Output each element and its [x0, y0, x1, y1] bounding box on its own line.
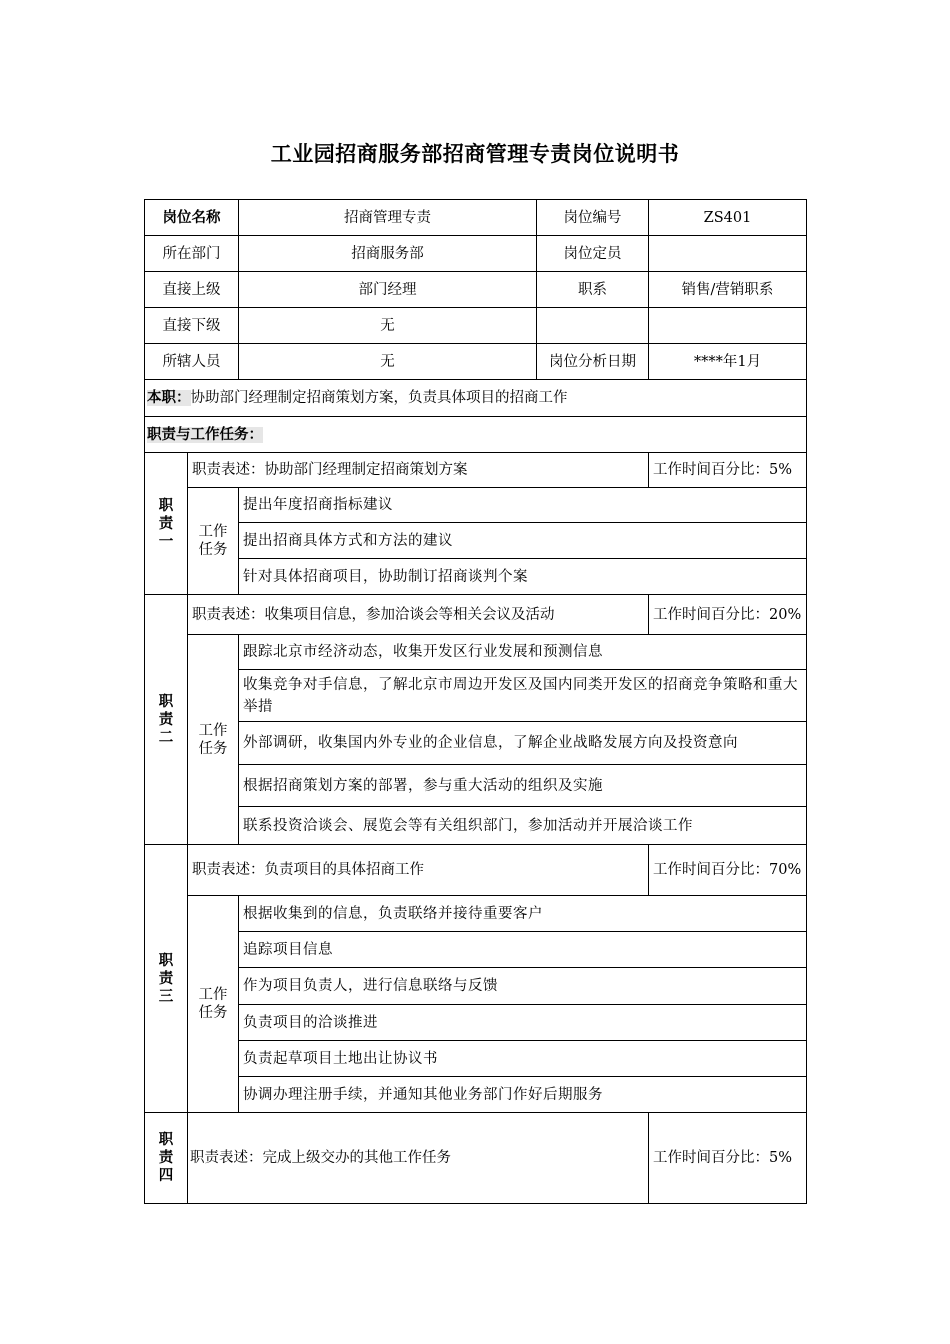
direct-superior-label: 直接上级 — [145, 272, 239, 308]
duty-1-description-row — [145, 453, 807, 488]
duty-3-task-4: 负责项目的洽谈推进 — [239, 1005, 807, 1041]
duty-1-task-label: 工作任务 — [188, 488, 239, 595]
duty-4-percent: 工作时间百分比：5% — [649, 1113, 807, 1204]
duty-2-task-row — [145, 670, 807, 722]
duty-3-task-row — [145, 968, 807, 1005]
duty-2-task-4: 根据招商策划方案的部署，参与重大活动的组织及实施 — [239, 765, 807, 807]
duty-1-description: 职责表述：协助部门经理制定招商策划方案 — [188, 453, 649, 488]
duty-2-task-label: 工作任务 — [188, 635, 239, 845]
duty-2-task-row — [145, 635, 807, 670]
duty-3-task-row — [145, 1005, 807, 1041]
duty-3-task-row — [145, 1077, 807, 1113]
analysis-date-value: ****年1月 — [649, 344, 807, 380]
duty-2-task-1: 跟踪北京市经济动态，收集开发区行业发展和预测信息 — [239, 635, 807, 670]
staff-label: 所辖人员 — [145, 344, 239, 380]
duty-1-task-1: 提出年度招商指标建议 — [239, 488, 807, 523]
position-name-label: 岗位名称 — [145, 200, 239, 236]
job-family-label: 职系 — [537, 272, 649, 308]
job-family-value: 销售/营销职系 — [649, 272, 807, 308]
document-title: 工业园招商服务部招商管理专责岗位说明书 — [270, 142, 680, 166]
job-description-table — [144, 199, 807, 1204]
duty-1-task-2: 提出招商具体方式和方法的建议 — [239, 523, 807, 559]
duty-3-task-1: 根据收集到的信息，负责联络并接待重要客户 — [239, 896, 807, 932]
core-row — [145, 380, 807, 417]
duty-3-description: 职责表述：负责项目的具体招商工作 — [188, 845, 649, 896]
direct-subordinate-value: 无 — [239, 308, 537, 344]
duty-3-percent: 工作时间百分比：70% — [649, 845, 807, 896]
empty-cell — [649, 308, 807, 344]
duty-3-task-row — [145, 1041, 807, 1077]
duty-2-percent: 工作时间百分比：20% — [649, 595, 807, 635]
duty-2-task-2: 收集竞争对手信息，了解北京市周边开发区及国内同类开发区的招商竞争策略和重大举措 — [239, 670, 807, 722]
headcount-label: 岗位定员 — [537, 236, 649, 272]
position-name-value: 招商管理专责 — [239, 200, 537, 236]
direct-superior-value: 部门经理 — [239, 272, 537, 308]
duty-2-task-row — [145, 765, 807, 807]
position-code-label: 岗位编号 — [537, 200, 649, 236]
info-row-position — [145, 200, 807, 236]
core-responsibility — [145, 380, 807, 417]
duty-3-task-2: 追踪项目信息 — [239, 932, 807, 968]
duty-3-task-6: 协调办理注册手续，并通知其他业务部门作好后期服务 — [239, 1077, 807, 1113]
headcount-value — [649, 236, 807, 272]
section-header-label: 职责与工作任务： — [147, 426, 263, 443]
position-code-value: ZS401 — [649, 200, 807, 236]
section-header — [145, 417, 807, 453]
duty-4-description: 职责表述：完成上级交办的其他工作任务 — [188, 1113, 649, 1204]
duty-4-label: 职责四 — [145, 1113, 188, 1204]
info-row-superior — [145, 272, 807, 308]
duty-1-task-row — [145, 523, 807, 559]
info-row-staff — [145, 344, 807, 380]
duty-2-description: 职责表述：收集项目信息，参加洽谈会等相关会议及活动 — [188, 595, 649, 635]
duty-4-description-row — [145, 1113, 807, 1204]
duty-2-task-3: 外部调研，收集国内外专业的企业信息，了解企业战略发展方向及投资意向 — [239, 722, 807, 765]
duty-1-task-3: 针对具体招商项目，协助制订招商谈判个案 — [239, 559, 807, 595]
duty-1-task-row — [145, 559, 807, 595]
duty-3-task-5: 负责起草项目土地出让协议书 — [239, 1041, 807, 1077]
duty-2-description-row — [145, 595, 807, 635]
info-row-department — [145, 236, 807, 272]
duty-3-task-row — [145, 932, 807, 968]
duty-2-label: 职责二 — [145, 595, 188, 845]
analysis-date-label: 岗位分析日期 — [537, 344, 649, 380]
department-value: 招商服务部 — [239, 236, 537, 272]
duty-2-task-row — [145, 722, 807, 765]
duty-1-percent: 工作时间百分比：5% — [649, 453, 807, 488]
duty-3-task-label: 工作任务 — [188, 896, 239, 1113]
duty-1-task-row — [145, 488, 807, 523]
duty-2-task-5: 联系投资洽谈会、展览会等有关组织部门，参加活动并开展洽谈工作 — [239, 807, 807, 845]
duty-3-task-3: 作为项目负责人，进行信息联络与反馈 — [239, 968, 807, 1005]
duty-3-label: 职责三 — [145, 845, 188, 1113]
direct-subordinate-label: 直接下级 — [145, 308, 239, 344]
section-header-row — [145, 417, 807, 453]
duty-1-label: 职责一 — [145, 453, 188, 595]
core-text: 协助部门经理制定招商策划方案，负责具体项目的招商工作 — [190, 390, 568, 406]
empty-cell — [537, 308, 649, 344]
duty-2-task-row — [145, 807, 807, 845]
department-label: 所在部门 — [145, 236, 239, 272]
info-row-subordinate — [145, 308, 807, 344]
staff-value: 无 — [239, 344, 537, 380]
duty-3-task-row — [145, 896, 807, 932]
core-label: 本职： — [147, 390, 191, 406]
duty-3-description-row — [145, 845, 807, 896]
